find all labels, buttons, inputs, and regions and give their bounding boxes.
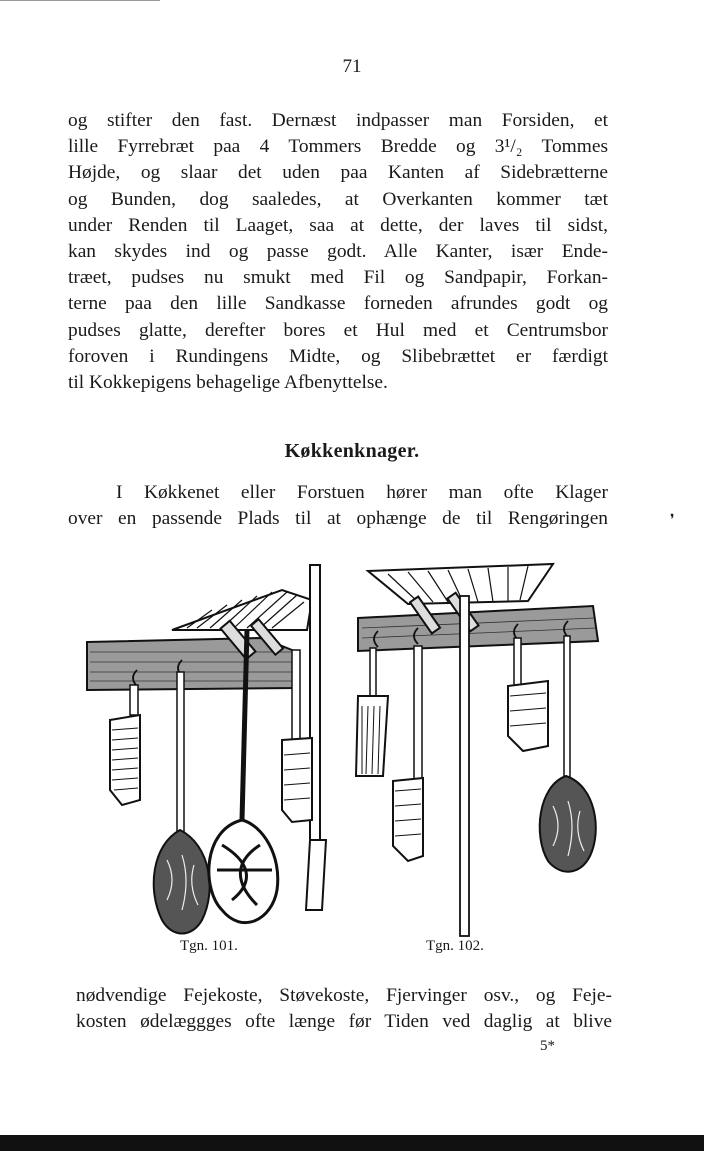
text-line: Højde, og slaar det uden paa Kanten af Sidebrætterne	[68, 162, 608, 184]
figure-101-caption: Tgn. 101.	[180, 938, 238, 954]
text-line: foroven i Rundingens Midte, og Slibebrættet er færdigt	[68, 345, 608, 367]
text-line: terne paa den lille Sandkasse forneden afrundes godt og	[68, 293, 608, 315]
section-heading: Køkkenknager.	[284, 440, 420, 462]
top-rule	[0, 0, 160, 1]
page-number: 71	[342, 56, 362, 77]
text-line: til Kokkepigens behagelige Afbenyttelse.	[68, 372, 388, 394]
text-line: og Bunden, dog saaledes, at Overkanten kommer tæt	[68, 188, 608, 210]
figure-102-caption: Tgn. 102.	[426, 938, 484, 954]
text-line: I Køkkenet eller Forstuen hører man ofte Klager	[116, 482, 608, 503]
bottom-edge	[0, 1135, 704, 1151]
paragraph-1	[68, 108, 608, 396]
paragraph-2	[68, 480, 608, 532]
figure-102-illustration	[348, 556, 604, 940]
text-line: og stifter den fast. Dernæst indpasser man Forsiden, et	[68, 110, 608, 131]
signature-mark: 5*	[540, 1038, 555, 1054]
text-line: træet, pudses nu smukt med Fil og Sandpapir, Forkan-	[68, 267, 608, 289]
margin-mark: ❜	[670, 513, 675, 528]
paragraph-3	[76, 983, 612, 1035]
text-line: pudses glatte, derefter bores et Hul med et Centrumsbor	[68, 319, 608, 341]
text-line: kosten ødelæggges ofte længe før Tiden ved daglig at blive	[76, 1011, 612, 1033]
text-line: lille Fyrrebræt paa 4 Tommers Bredde og 3¹/₂ Tommes	[68, 136, 608, 158]
text-line: kan skydes ind og passe godt. Alle Kanter, især Ende-	[68, 241, 608, 263]
text-line: nødvendige Fejekoste, Støvekoste, Fjervinger osv., og Feje-	[76, 985, 612, 1006]
text-line: over en passende Plads til at ophænge de til Rengøringen	[68, 508, 608, 530]
figure-101-illustration	[82, 560, 328, 940]
text-line: under Renden til Laaget, saa at dette, der laves til sidst,	[68, 214, 608, 236]
